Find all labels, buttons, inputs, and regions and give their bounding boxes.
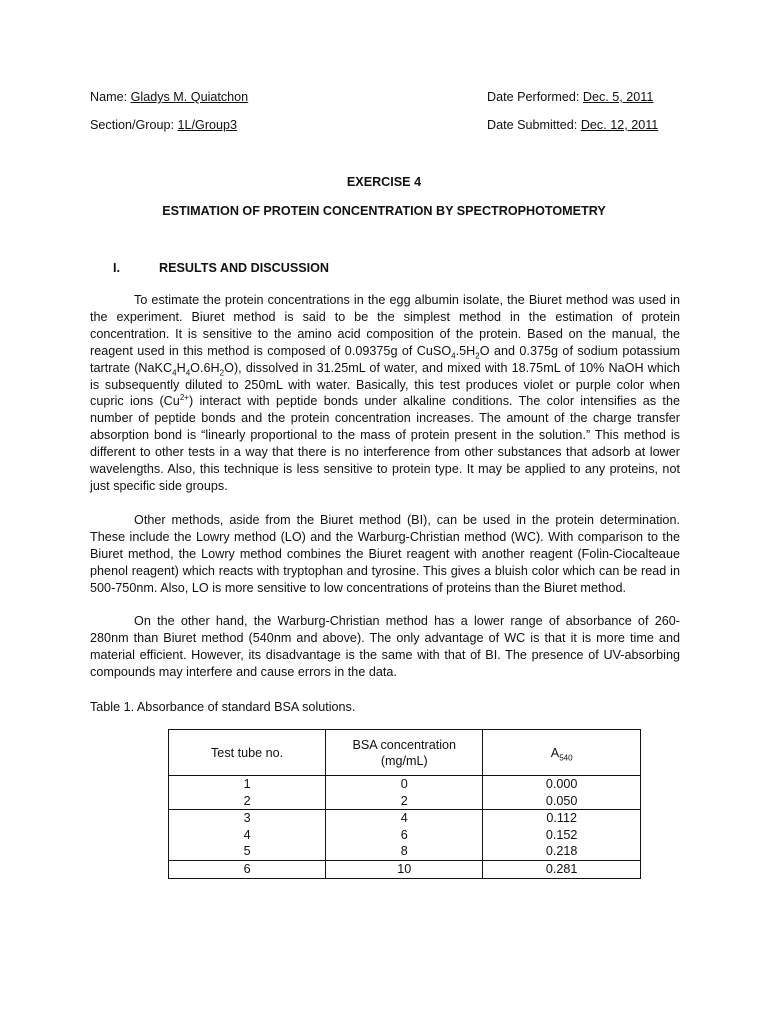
name-label: Name: xyxy=(90,90,131,104)
cell-abs: 0.112 xyxy=(483,810,641,827)
section-group-label: Section/Group: xyxy=(90,118,178,132)
paragraph-2: Other methods, aside from the Biuret method (BI), can be used in the protein determination. These include the Lowry method (LO) and the Warburg-Christian method (WC). With comparison to the Biuret method, the Lowry method combines the Biuret reagent with another reagent (Folin-Ciocalteaue phenol reagent) which reacts with tryptophan and tyrosine. This gives a bluish color which can be read in 500-750nm. Also, LO is more sensitive to low concentrations of proteins than the Biuret method. xyxy=(90,512,680,595)
body-text xyxy=(90,292,680,698)
table-caption: Table 1. Absorbance of standard BSA solutions. xyxy=(90,700,356,714)
p1-subscript: 4 xyxy=(172,368,177,378)
cell-abs: 0.218 xyxy=(483,843,641,860)
p1-text-e: O.6H xyxy=(190,360,220,375)
cell-conc: 4 xyxy=(326,810,483,827)
p1-text-d: H xyxy=(176,360,186,375)
cell-abs: 0.000 xyxy=(483,776,641,793)
header-row-2 xyxy=(90,118,678,136)
p1-subscript: 2 xyxy=(219,368,225,378)
paragraph-1 xyxy=(90,292,680,495)
cell-abs: 0.050 xyxy=(483,793,641,810)
cell-tube: 2 xyxy=(169,793,326,810)
name-value: Gladys M. Quiatchon xyxy=(130,90,249,104)
section-group-value: 1L/Group3 xyxy=(177,118,238,132)
cell-tube: 5 xyxy=(169,843,326,860)
date-performed-field xyxy=(487,90,653,104)
p1-subscript: 2 xyxy=(475,351,480,361)
p1-text-g: ) interact with peptide bonds under alkaline conditions. The color intensifies as the number of peptide bonds and the protein concentration increases. The amount of the charge transfer absorption bond is “linearly proportional to the mass of protein present in the solution.” This method is different to other tests in a way that there is no interference from other substances that adsorb at lower wavelengths. Also, this technique is less sensitive to protein type. It may be applied to any proteins, not just specific side groups. xyxy=(90,394,680,493)
bsa-absorbance-table xyxy=(168,729,641,879)
exercise-heading: EXERCISE 4 xyxy=(346,175,422,189)
section-number: I. xyxy=(113,261,120,275)
section-group-field xyxy=(90,118,237,132)
header-test-tube: Test tube no. xyxy=(169,730,326,776)
date-submitted-value: Dec. 12, 2011 xyxy=(580,118,659,132)
table-row xyxy=(169,827,641,844)
table-row xyxy=(169,810,641,827)
p1-text-f: O), dissolved in 31.25mL of water, and mixed with 18.75mL of 10% NaOH which is subsequently diluted to 250mL with water. Basically, this test produces violet or purple color when cupric ions (Cu xyxy=(90,360,680,409)
cell-abs: 0.152 xyxy=(483,827,641,844)
p1-text-c: O and 0.375g of sodium potassium tartrate (NaKC xyxy=(90,343,680,375)
header-conc-line2: (mg/mL) xyxy=(380,753,428,768)
cell-conc: 10 xyxy=(326,860,483,878)
cell-conc: 8 xyxy=(326,843,483,860)
date-performed-value: Dec. 5, 2011 xyxy=(582,90,654,104)
header-row-1 xyxy=(90,90,678,108)
name-field xyxy=(90,90,248,104)
header-abs-sub: 540 xyxy=(559,753,573,763)
p1-text-b: .5H xyxy=(455,343,476,358)
date-performed-label: Date Performed: xyxy=(487,90,583,104)
section-title: RESULTS AND DISCUSSION xyxy=(159,261,330,275)
table-row xyxy=(169,776,641,793)
cell-conc: 2 xyxy=(326,793,483,810)
p1-superscript: 2+ xyxy=(179,393,189,403)
p1-subscript: 4 xyxy=(451,351,456,361)
table-header-row xyxy=(169,730,641,776)
cell-tube: 6 xyxy=(169,860,326,878)
cell-conc: 0 xyxy=(326,776,483,793)
header-abs-main: A xyxy=(550,745,560,760)
table-row xyxy=(169,843,641,860)
paragraph-3: On the other hand, the Warburg-Christian method has a lower range of absorbance of 260-280nm than Biuret method (540nm and above). The only advantage of WC is that it is more time and material efficient. However, its disadvantage is the same with that of BI. The presence of UV-absorbing compounds may interfere and cause errors in the data. xyxy=(90,614,680,680)
cell-tube: 4 xyxy=(169,827,326,844)
header-conc-line1: BSA concentration xyxy=(352,737,457,752)
cell-abs: 0.281 xyxy=(483,860,641,878)
cell-tube: 3 xyxy=(169,810,326,827)
p1-text-a: To estimate the protein concentrations in the egg albumin isolate, the Biuret method was used in the experiment. Biuret method is said to be the simplest method in the estimation of protein concentration. It is sensitive to the amino acid composition of the protein. Based on the manual, the reagent used in this method is composed of 0.09375g of CuSO xyxy=(90,293,680,358)
table-row xyxy=(169,793,641,810)
table-row xyxy=(169,860,641,878)
cell-tube: 1 xyxy=(169,776,326,793)
header-bsa-concentration xyxy=(326,730,483,776)
p1-subscript: 4 xyxy=(185,368,191,378)
header-absorbance xyxy=(483,730,641,776)
document-title: ESTIMATION OF PROTEIN CONCENTRATION BY SPECTROPHOTOMETRY xyxy=(162,204,606,218)
section-heading xyxy=(113,261,329,275)
date-submitted-label: Date Submitted: xyxy=(487,118,581,132)
date-submitted-field xyxy=(487,118,658,132)
cell-conc: 6 xyxy=(326,827,483,844)
